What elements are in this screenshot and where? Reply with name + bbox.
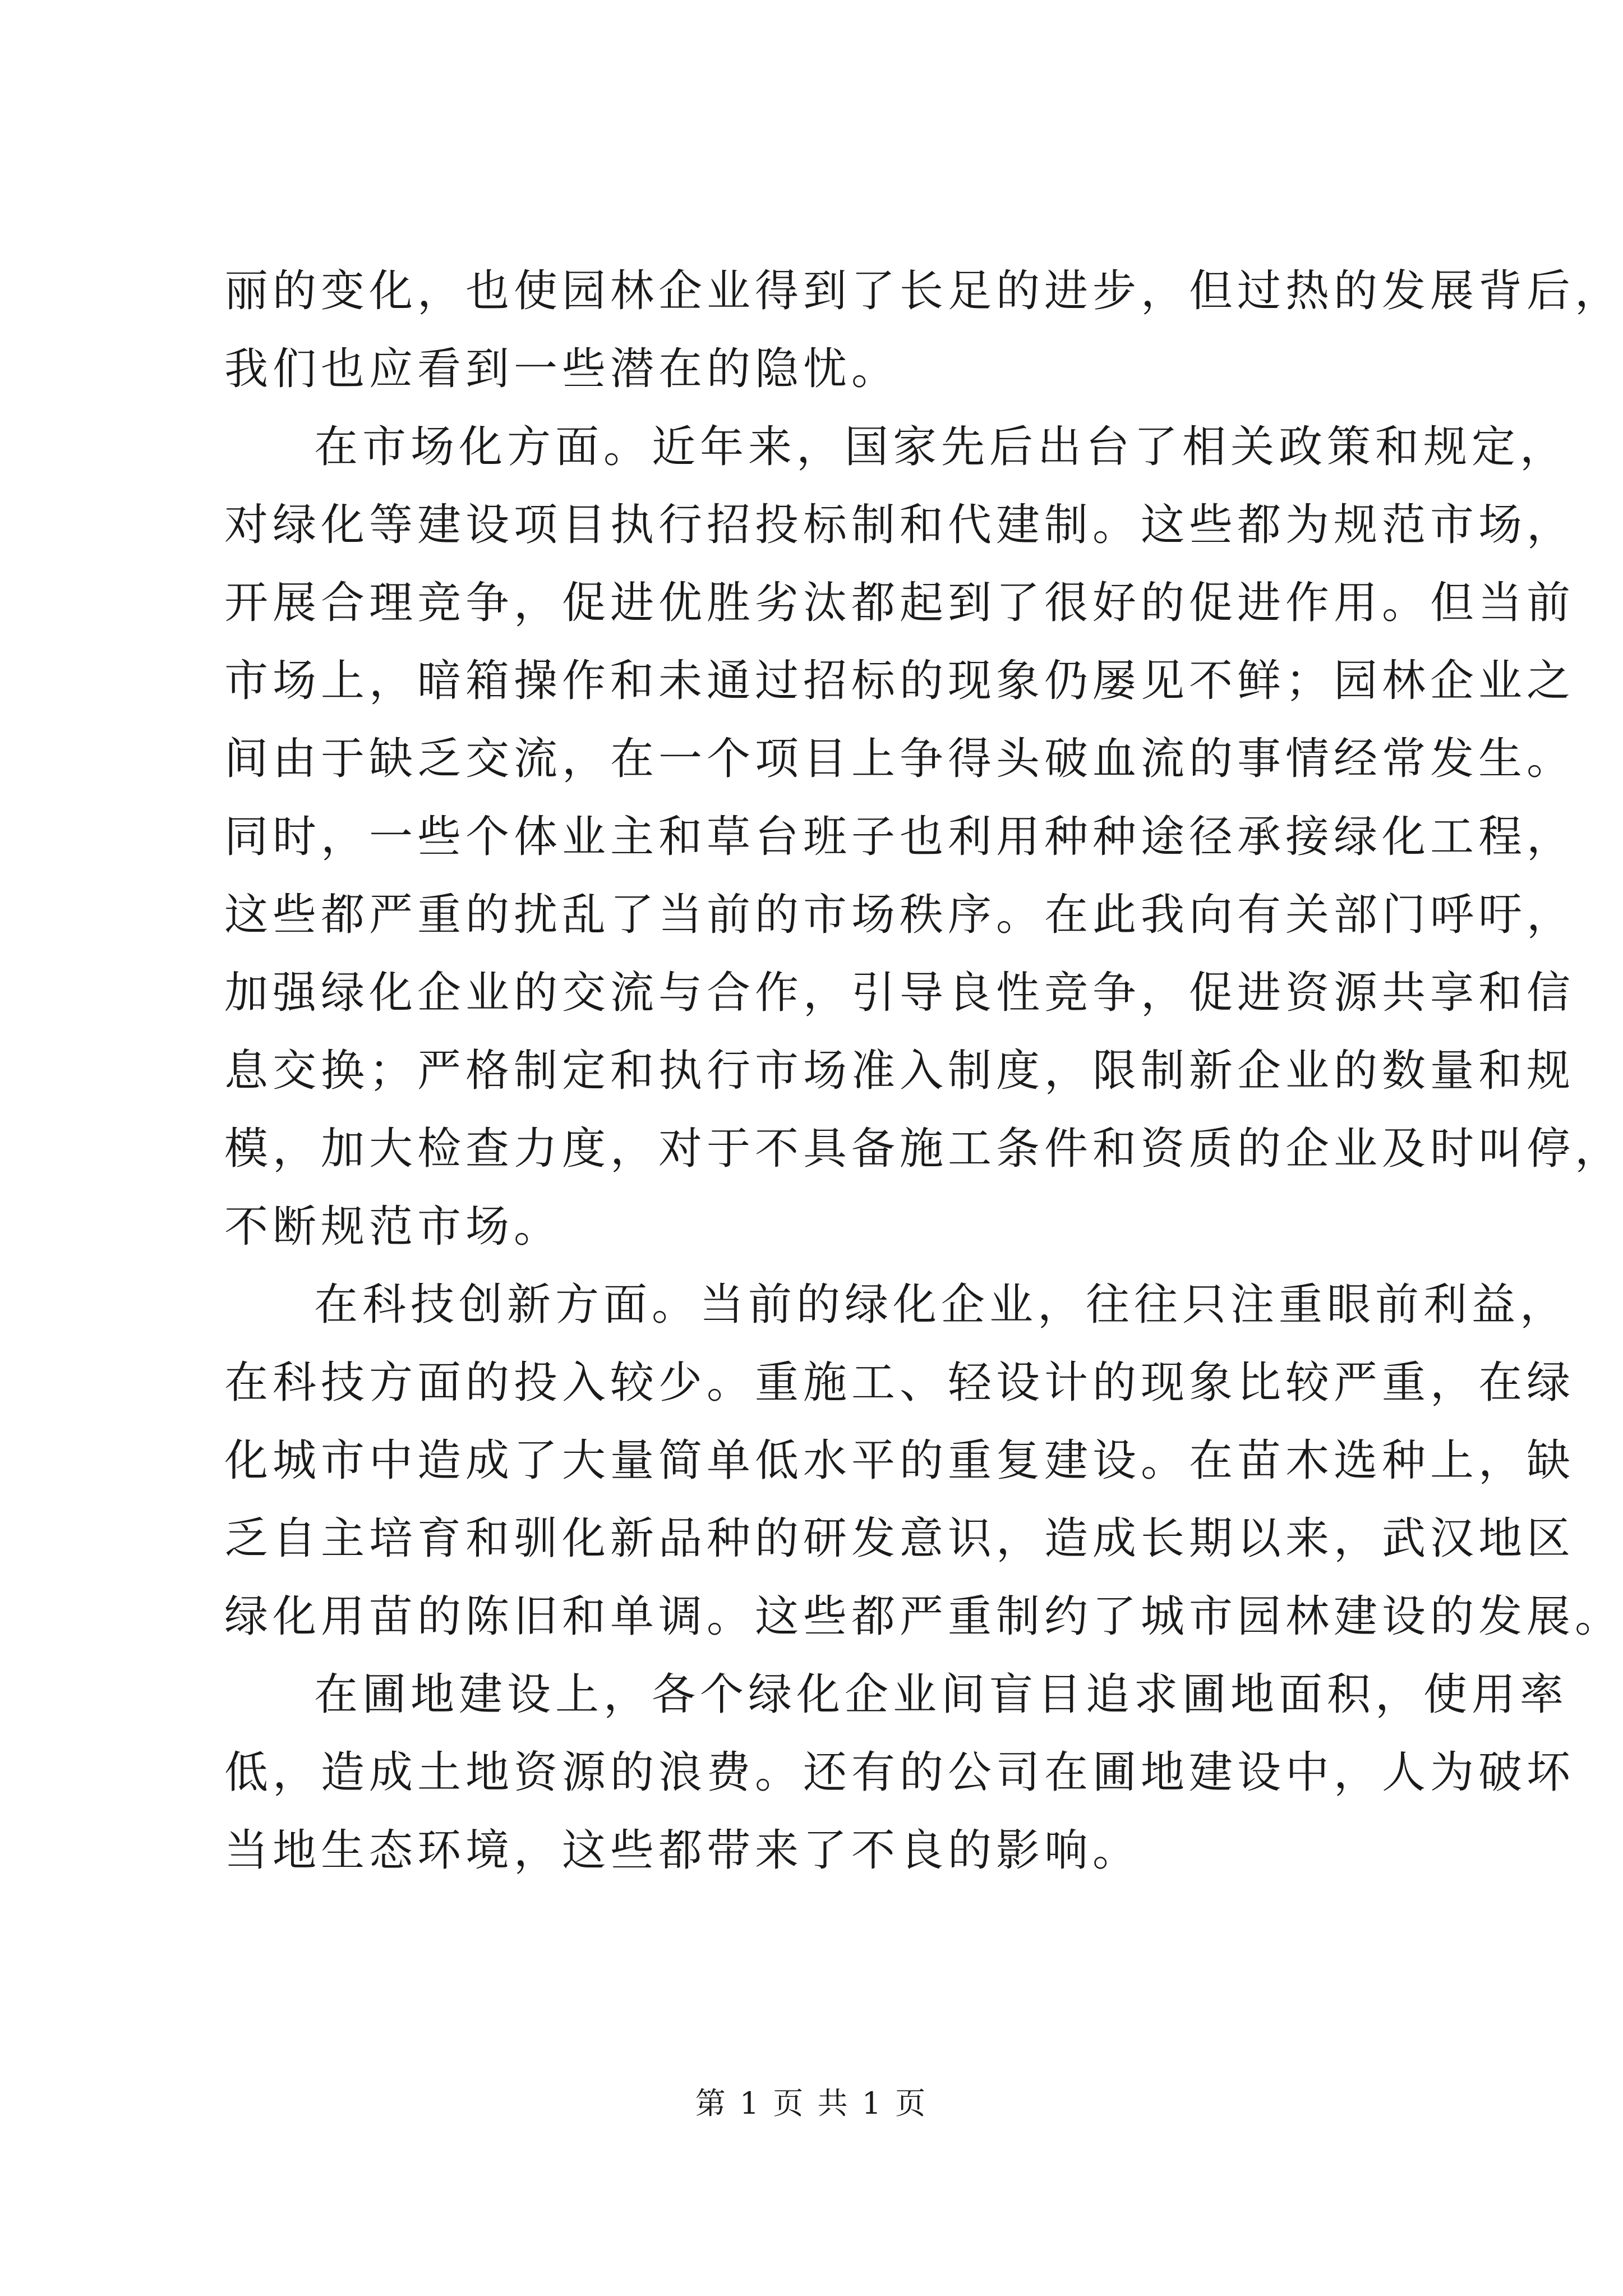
text-line: 不断规范市场。 [224,1202,562,1252]
text-line: 当地生态环境，这些都带来了不良的影响。 [224,1825,1141,1876]
page-number-footer: 第 1 页 共 1 页 [695,2086,928,2121]
text-line: 在科技方面的投入较少。重施工、轻设计的现象比较严重，在绿 [224,1358,1575,1408]
text-line: 模，加大检查力度，对于不具备施工条件和资质的企业及时叫停， [224,1124,1623,1174]
text-line: 同时，一些个体业主和草台班子也利用种种途径承接绿化工程， [224,812,1575,862]
text-line: 开展合理竞争，促进优胜劣汰都起到了很好的促进作用。但当前 [224,578,1575,628]
document-body [224,252,1623,1890]
text-line: 间由于缺乏交流，在一个项目上争得头破血流的事情经常发生。 [224,734,1575,784]
text-line: 绿化用苗的陈旧和单调。这些都严重制约了城市园林建设的发展。 [224,1591,1623,1642]
text-line: 乏自主培育和驯化新品种的研发意识，造成长期以来，武汉地区 [224,1513,1575,1564]
text-line: 在市场化方面。近年来，国家先后出台了相关政策和规定， [314,422,1569,472]
text-line: 化城市中造成了大量简单低水平的重复建设。在苗木选种上，缺 [224,1435,1575,1486]
text-line: 息交换；严格制定和执行市场准入制度，限制新企业的数量和规 [224,1046,1575,1096]
text-line: 对绿化等建设项目执行招投标制和代建制。这些都为规范市场， [224,500,1575,550]
text-line: 市场上，暗箱操作和未通过招标的现象仍屡见不鲜；园林企业之 [224,656,1575,706]
text-line: 丽的变化，也使园林企业得到了长足的进步，但过热的发展背后， [224,266,1623,316]
text-line: 低，造成土地资源的浪费。还有的公司在圃地建设中，人为破坏 [224,1747,1575,1798]
text-line: 在科技创新方面。当前的绿化企业，往往只注重眼前利益， [314,1280,1569,1330]
text-line: 我们也应看到一些潜在的隐忧。 [224,344,900,394]
text-line: 在圃地建设上，各个绿化企业间盲目追求圃地面积，使用率 [314,1669,1569,1720]
text-line: 加强绿化企业的交流与合作，引导良性竞争，促进资源共享和信 [224,968,1575,1018]
text-line: 这些都严重的扰乱了当前的市场秩序。在此我向有关部门呼吁， [224,890,1575,940]
